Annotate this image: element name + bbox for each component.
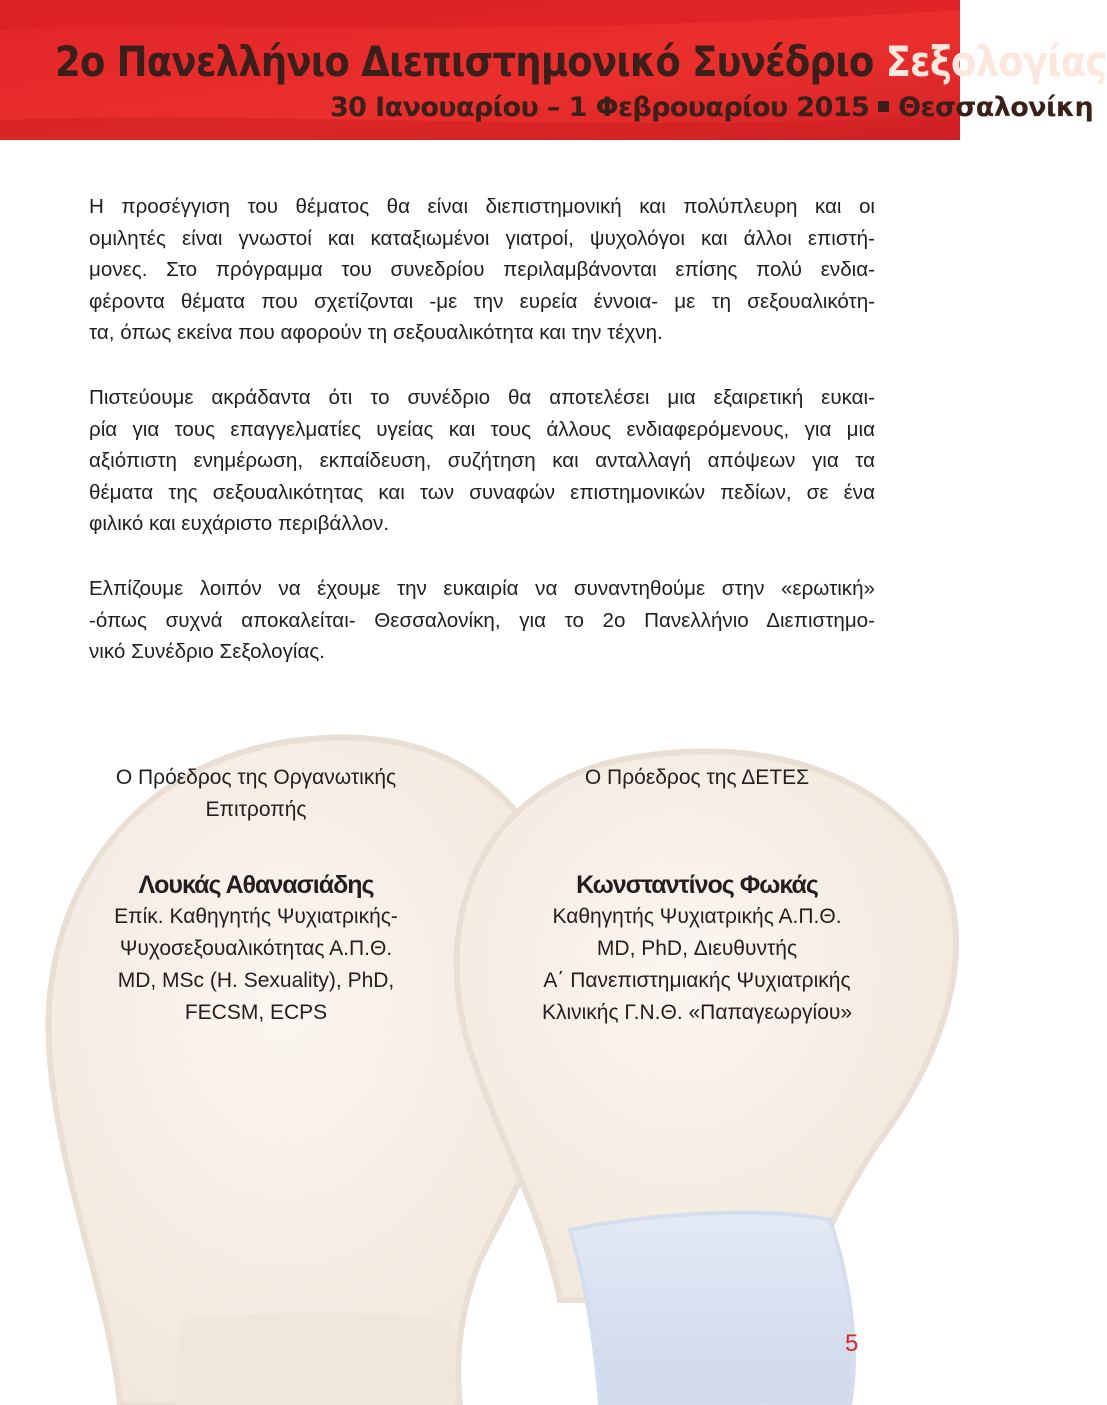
paragraph-approach [89,191,875,349]
text-line: Ελπίζουμε λοιπόν να έχουμε την ευκαιρία να συναντηθούμε στην «ερωτική» [89,577,875,600]
banner-title [55,38,1107,86]
signatory-credential: MD, PhD, Διευθυντής [596,937,798,960]
banner-title-accent: Σεξολογίας [885,38,1107,87]
banner-subtitle [330,92,1093,123]
signatory-credential: FECSM, ECPS [184,1001,328,1024]
signatory-name: Λουκάς Αθανασιάδης [138,871,374,899]
text-line: φέροντα θέματα που σχετίζονται -με την ευρεία έννοια- με τη σεξουαλικότη- [89,289,875,313]
text-line: -όπως συχνά αποκαλείται- Θεσσαλονίκη, για το 2ο Πανελλήνιο Διεπιστημο- [89,608,875,632]
left-bulb-base [175,1313,455,1405]
page-number: 5 [845,1330,859,1357]
signatory-credential: Επίκ. Καθηγητής Ψυχιατρικής- [114,905,398,928]
text-line: ομιλητές είναι γνωστοί και καταξιωμένοι γιατροί, ψυχολόγοι και άλλοι επιστή- [89,226,875,250]
signatory-credential: Ψυχοσεξουαλικότητας Α.Π.Θ. [119,937,393,960]
banner-dates: 30 Ιανουαρίου – 1 Φεβρουαρίου 2015 [330,92,870,123]
paragraph-invitation [89,573,875,668]
signatory-credential: Καθηγητής Ψυχιατρικής Α.Π.Θ. [552,905,842,928]
signatory-role: Ο Πρόεδρος της Οργανωτικής [115,766,397,789]
text-line: νικό Συνέδριο Σεξολογίας. [89,640,325,663]
signature-block-left [66,762,446,1029]
text-line: Πιστεύουμε ακράδαντα ότι το συνέδριο θα αποτελέσει μια εξαιρετική ευκαι- [89,386,875,409]
conference-banner [0,0,1107,140]
text-line: Η προσέγγιση του θέματος θα είναι διεπιστημονική και πολύπλευρη και οι [89,195,875,218]
separator-square-icon [878,101,889,112]
text-line: μονες. Στο πρόγραμμα του συνεδρίου περιλαμβάνονται επίσης πολύ ενδια- [89,258,875,281]
signatory-role: Επιτροπής [205,798,307,821]
signatory-name: Κωνσταντίνος Φωκάς [576,871,818,899]
signatory-credential: Κλινικής Γ.Ν.Θ. «Παπαγεωργίου» [541,1001,853,1024]
text-line: ρία για τους επαγγελματίες υγείας και τους άλλους ενδιαφερόμενους, για μια [89,417,875,441]
signatory-role: Ο Πρόεδρος της ΔΕΤΕΣ [584,766,810,789]
text-line: θέματα της σεξουαλικότητας και των συναφών επιστημονικών πεδίων, σε ένα [89,480,875,504]
text-line: τα, όπως εκείνα που αφορούν τη σεξουαλικότητα και την τέχνη. [89,321,663,344]
signatory-role-spacer [507,794,887,826]
signatory-credential: Α΄ Πανεπιστημιακής Ψυχιατρικής [543,969,851,992]
banner-title-main: 2o Πανελλήνιο Διεπιστημονικό Συνέδριο [55,38,874,87]
signatory-credential: MD, MSc (H. Sexuality), PhD, [117,969,395,992]
right-bulb-base [570,1213,854,1405]
text-line: αξιόπιστη ενημέρωση, εκπαίδευση, συζήτηση και ανταλλαγή απόψεων για τα [89,449,875,472]
banner-city: Θεσσαλονίκη [898,92,1094,123]
paragraph-belief [89,382,875,540]
text-line: φιλικό και ευχάριστο περιβάλλον. [89,512,390,535]
signature-block-right [507,762,887,1029]
